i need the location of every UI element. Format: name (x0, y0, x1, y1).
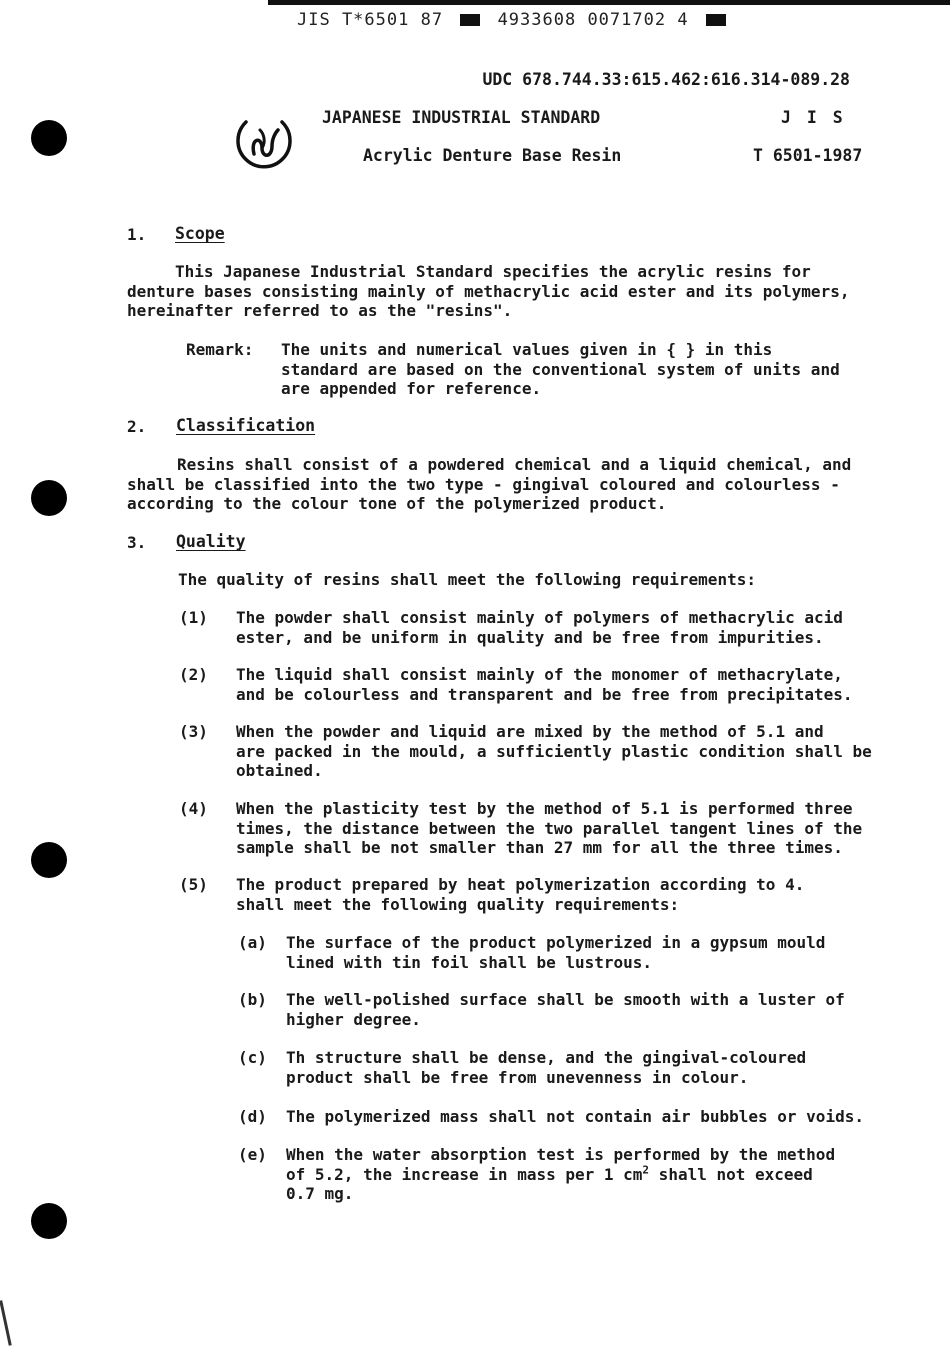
subitem-label: (b) (238, 990, 267, 1009)
scan-edge-mark (0, 1300, 12, 1346)
document-title: Acrylic Denture Base Resin (363, 146, 622, 165)
subitem-label: (d) (238, 1107, 267, 1126)
list-item: When the plasticity test by the method of 5.1 is performed three times, the distance between the two parallel tangent lines of the sample shall be not smaller than 27 mm for all the three times. (236, 799, 863, 857)
list-item: The liquid shall consist mainly of the monomer of methacrylate, and be colourless and transparent and be free from precipitates. (236, 665, 853, 704)
list-item: The product prepared by heat polymerization according to 4. shall meet the following quality requirements: (236, 875, 805, 914)
udc-code: UDC 678.744.33:615.462:616.314-089.28 (482, 70, 850, 89)
remark-text: The units and numerical values given in { } in this standard are based on the conventional system of units and are appended for reference. (281, 340, 840, 398)
item-label: (4) (179, 799, 208, 818)
item-label: (3) (179, 722, 208, 741)
scan-header-code: JIS T*6501 87 (297, 10, 444, 30)
section-number: 2. (127, 417, 147, 436)
organization-title: JAPANESE INDUSTRIAL STANDARD (322, 108, 601, 127)
list-subitem: Th structure shall be dense, and the gingival-coloured product shall be free from unevenness in colour. (286, 1048, 807, 1087)
section-title-quality: Quality (176, 532, 246, 551)
list-subitem: The well-polished surface shall be smooth with a luster of higher degree. (286, 990, 845, 1029)
scan-header-batch: 4933608 0071702 4 (497, 10, 689, 30)
jis-label: J I S (781, 108, 846, 127)
section-number: 3. (127, 533, 147, 552)
punch-hole (31, 120, 67, 156)
punch-hole (31, 842, 67, 878)
scan-top-rule (268, 0, 950, 5)
subitem-label: (a) (238, 933, 267, 952)
scan-block-mark (706, 14, 726, 26)
list-item: When the powder and liquid are mixed by the method of 5.1 and are packed in the mould, a sufficiently plastic condition shall be obtained. (236, 722, 872, 780)
item-label: (2) (179, 665, 208, 684)
item-label: (5) (179, 875, 208, 894)
list-subitem: The surface of the product polymerized in a gypsum mould lined with tin foil shall be lustrous. (286, 933, 826, 972)
list-subitem: The polymerized mass shall not contain air bubbles or voids. (286, 1107, 864, 1126)
scope-body: This Japanese Industrial Standard specifies the acrylic resins for denture bases consisting mainly of methacrylic acid ester and its polymers, hereinafter referred to as the "resins". (127, 262, 850, 320)
subitem-label: (c) (238, 1048, 267, 1067)
section-title-classification: Classification (176, 416, 316, 435)
list-item: The powder shall consist mainly of polymers of methacrylic acid ester, and be uniform in quality and be free from impurities. (236, 608, 843, 647)
remark-label: Remark: (186, 340, 254, 359)
list-subitem: When the water absorption test is performed by the method of 5.2, the increase in mass per 1 $cm^2$ shall not exceed 0.7 mg. (286, 1145, 836, 1203)
scan-header (297, 10, 732, 30)
punch-hole (31, 1203, 67, 1239)
section-number: 1. (127, 225, 147, 244)
scan-block-mark (460, 14, 480, 26)
section-title-scope: Scope (175, 224, 225, 243)
jis-mark-icon (232, 108, 296, 172)
punch-hole (31, 480, 67, 516)
classification-body: Resins shall consist of a powdered chemical and a liquid chemical, and shall be classified into the two type - gingival coloured and colourless - according to the colour tone of the polymerized product. (127, 455, 852, 513)
jis-number: T 6501-1987 (753, 146, 863, 165)
item-label: (1) (179, 608, 208, 627)
quality-intro: The quality of resins shall meet the following requirements: (178, 570, 756, 589)
subitem-label: (e) (238, 1145, 267, 1164)
